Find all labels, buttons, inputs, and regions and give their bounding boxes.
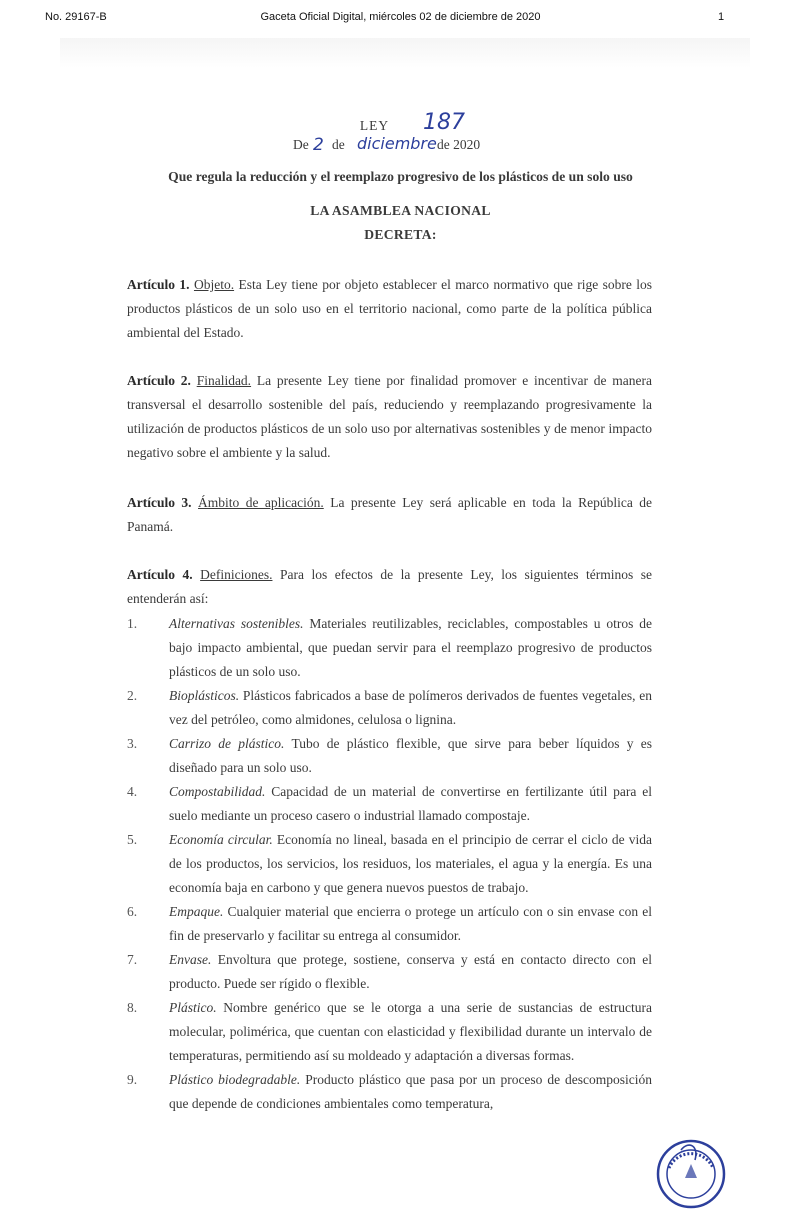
article-text: La presente Ley tiene por finalidad promover e incentivar de manera transversal el desarrollo sostenible del país, reduciendo y reemplazando progresivamente la utilización de productos plásticos de un solo uso por alternativas sostenibles y de menor impacto negativo sobre el ambiente y la salud. [127,373,652,460]
definition-text: Producto plástico que pasa por un proceso de descomposición que depende de condiciones ambientales como temperatura, [169,1072,652,1111]
article-heading: Ámbito de aplicación. [198,495,324,510]
article-label: Artículo 4. [127,567,193,582]
date-year: de 2020 [437,137,481,152]
definition-number: 7. [127,952,138,967]
definition-item [127,612,652,684]
definition-text: Envoltura que protege, sostiene, conserva y está en contacto directo con el producto. Puede ser rígido o flexible. [169,952,652,991]
definition-term: Carrizo de plástico. [169,736,285,751]
definition-term: Empaque. [169,904,224,919]
article-label: Artículo 1. [127,277,190,292]
article-label: Artículo 2. [127,373,191,388]
article-text: Para los efectos de la presente Ley, los siguientes términos se entenderán así: [127,567,653,606]
article-1 [127,273,652,345]
article-label: Artículo 3. [127,495,192,510]
assembly-seal-icon [655,1138,727,1210]
definition-term: Economía circular. [169,832,273,847]
definition-number: 2. [127,688,138,703]
law-label: LEY [359,118,390,133]
article-heading: Finalidad. [196,373,252,388]
definition-number: 3. [127,736,138,751]
definition-item [127,900,652,948]
definition-number: 4. [127,784,138,799]
definition-item [127,948,652,996]
article-2 [127,369,652,465]
definition-text: Cualquier material que encierra o protege un artículo con o sin envase con el fin de preservarlo y facilitar su entrega al consumidor. [169,904,652,943]
article-text: Esta Ley tiene por objeto establecer el marco normativo que rige sobre los productos plásticos de un solo uso en el territorio nacional, como parte de la política pública ambiental del Estado. [127,277,653,340]
definition-number: 8. [127,1000,138,1015]
article-heading: Definiciones. [200,567,273,582]
date-month-handwritten: diciembre [357,134,437,153]
gazette-header [0,11,801,27]
date-prefix: De [293,137,309,152]
definition-text: Tubo de plástico flexible, que sirve para beber líquidos y es diseñado para un solo uso. [169,736,652,775]
assembly-heading: LA ASAMBLEA NACIONAL [310,203,491,218]
definition-text: Plásticos fabricados a base de polímeros derivados de fuentes vegetales, en vez del petróleo, como almidones, celulosa o lignina. [169,688,652,727]
page-number: 1 [718,11,725,23]
gazette-title: Gaceta Oficial Digital, miércoles 02 de diciembre de 2020 [260,11,541,23]
law-subtitle: Que regula la reducción y el reemplazo progresivo de los plásticos de un solo uso [168,169,633,184]
article-heading: Objeto. [193,277,235,292]
definition-term: Plástico biodegradable. [169,1072,301,1087]
definition-term: Envase. [169,952,212,967]
scan-shadow [60,38,750,68]
definition-term: Compostabilidad. [169,784,266,799]
definition-item [127,732,652,780]
definition-text: Materiales reutilizables, reciclables, compostables u otros de bajo impacto ambiental, que puedan servir para el reemplazo progresivo de productos plásticos de un solo uso. [169,616,652,679]
definition-item [127,684,652,732]
article-text: La presente Ley será aplicable en toda la República de Panamá. [127,495,653,534]
decree-heading: DECRETA: [364,227,437,242]
definition-item [127,828,652,900]
law-number-handwritten: 187 [423,110,465,135]
article-4 [127,563,652,611]
definition-item [127,996,652,1068]
definition-number: 9. [127,1072,138,1087]
definition-text: Nombre genérico que se le otorga a una serie de sustancias de estructura molecular, polimérica, que cuentan con elasticidad y flexibilidad durante un intervalo de temperaturas, permitiendo así su moldeado y adaptación a diversas formas. [169,1000,652,1063]
definition-term: Bioplásticos. [169,688,240,703]
definition-text: Economía no lineal, basada en el principio de cerrar el ciclo de vida de los productos, los servicios, los residuos, los materiales, el agua y la energía. Es una economía baja en carbono y que genera nuevos puestos de trabajo. [169,832,653,895]
definition-number: 5. [127,832,138,847]
definition-text: Capacidad de un material de convertirse en fertilizante útil para el suelo mediante un proceso casero o industrial llamado compostaje. [169,784,652,823]
definition-item [127,780,652,828]
date-day-handwritten: 2 [313,135,324,155]
definition-item [127,1068,652,1116]
definition-term: Alternativas sostenibles. [169,616,304,631]
date-de: de [332,137,345,152]
gazette-number: No. 29167-B [45,11,107,23]
definition-number: 1. [127,616,138,631]
definitions-list [127,612,652,1116]
definition-term: Plástico. [169,1000,217,1015]
definition-number: 6. [127,904,138,919]
article-3 [127,491,652,539]
